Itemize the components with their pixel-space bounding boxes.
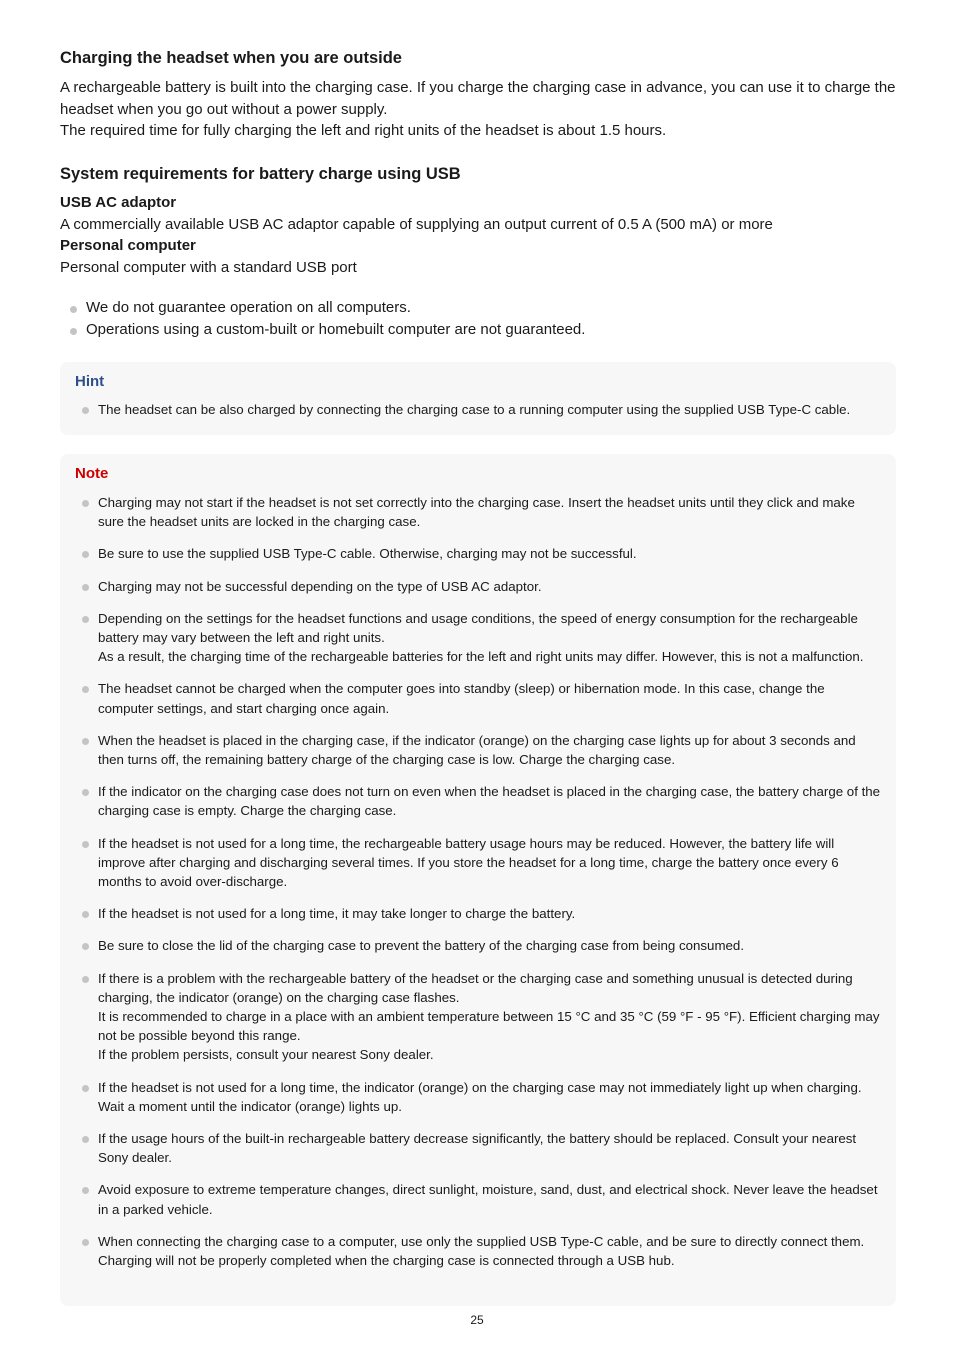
list-item	[82, 936, 882, 955]
note-paragraph: Depending on the settings for the headset functions and usage conditions, the speed of energy consumption for the rechargeable battery may vary between the left and right units.	[98, 610, 858, 646]
note-paragraph: If the headset is not used for a long time, the indicator (orange) on the charging case may not immediately light up when charging. Wait a moment until the indicator (orange) lights up.	[98, 1079, 862, 1114]
list-item	[82, 1180, 882, 1218]
list-item	[82, 969, 882, 1065]
note-paragraph: As a result, the charging time of the rechargeable batteries for the left and right units may differ. However, this is not a malfunction.	[98, 649, 864, 665]
note-paragraph: If the headset is not used for a long time, it may take longer to charge the battery.	[98, 906, 576, 922]
note-paragraph: If there is a problem with the rechargeable battery of the headset or the charging case and something unusual is detected during charging, the indicator (orange) on the charging case flashes.	[98, 970, 853, 1005]
note-paragraph: Avoid exposure to extreme temperature changes, direct sunlight, moisture, sand, dust, and electrical shock. Never leave the headset in a parked vehicle.	[98, 1182, 878, 1217]
list-item	[82, 834, 882, 892]
list-item	[82, 679, 882, 717]
outside-paragraph	[60, 77, 896, 142]
note-paragraph: It is recommended to charge in a place with an ambient temperature between 15 °C and 35 °C (59 °F - 95 °F). Efficient charging may not be possible beyond this range.	[98, 1009, 880, 1044]
usb-ac-adaptor-label: USB AC adaptor	[60, 194, 177, 211]
usb-ac-adaptor-text: A commercially available USB AC adaptor capable of supplying an output current of 0.5 A (500 mA) or more	[60, 215, 773, 233]
page-number: 25	[470, 1313, 484, 1327]
note-paragraph: If the indicator on the charging case does not turn on even when the headset is placed in the charging case, the battery charge of the charging case is empty. Charge the charging case.	[98, 784, 881, 819]
system-requirements-block	[60, 192, 896, 278]
list-item	[82, 1232, 882, 1270]
note-title: Note	[75, 465, 109, 482]
list-item	[82, 544, 882, 563]
personal-computer-text: Personal computer with a standard USB port	[60, 258, 357, 276]
note-box	[60, 454, 896, 1306]
heading-system-requirements: System requirements for battery charge using USB	[60, 165, 461, 183]
list-item	[82, 1078, 882, 1116]
list-item	[82, 609, 882, 667]
system-bullets	[70, 297, 896, 341]
note-paragraph: If the usage hours of the built-in rechargeable battery decrease significantly, the battery should be replaced. Consult your nearest Sony dealer.	[98, 1131, 857, 1166]
note-paragraph: Charging may not be successful depending on the type of USB AC adaptor.	[98, 578, 542, 594]
list-item	[82, 731, 882, 769]
note-paragraph: Be sure to use the supplied USB Type-C cable. Otherwise, charging may not be successful.	[98, 546, 637, 562]
outside-para-2: The required time for fully charging the left and right units of the headset is about 1.5 hours.	[60, 122, 667, 139]
note-paragraph: If the problem persists, consult your nearest Sony dealer.	[98, 1047, 434, 1063]
personal-computer-label: Personal computer	[60, 237, 196, 254]
note-paragraph: If the headset is not used for a long time, the rechargeable battery usage hours may be reduced. However, the battery life will improve after charging and discharging several times. If you store the headset for a long time, charge the battery once every 6 months to avoid over-discharge.	[98, 835, 839, 890]
note-paragraph: The headset cannot be charged when the computer goes into standby (sleep) or hibernation mode. In this case, change the computer settings, and start charging once again.	[98, 681, 825, 716]
hint-box	[60, 362, 896, 435]
list-item	[82, 1129, 882, 1167]
note-list	[82, 493, 882, 1283]
note-paragraph: When the headset is placed in the charging case, if the indicator (orange) on the charging case lights up for about 3 seconds and then turns off, the remaining battery charge of the charging case is low. Charge the charging case.	[98, 732, 856, 768]
list-item	[82, 577, 882, 596]
hint-title: Hint	[75, 373, 105, 390]
list-item: The headset can be also charged by connecting the charging case to a running computer using the supplied USB Type-C cable.	[82, 400, 882, 419]
outside-para-1: A rechargeable battery is built into the charging case. If you charge the charging case in advance, you can use it to charge the headset when you go out without a power supply.	[60, 79, 896, 118]
list-item: We do not guarantee operation on all computers.	[70, 297, 896, 319]
list-item: Operations using a custom-built or homebuilt computer are not guaranteed.	[70, 319, 896, 341]
note-paragraph: Charging may not start if the headset is not set correctly into the charging case. Insert the headset units until they click and make sure the headset units are locked in the charging case.	[98, 495, 855, 530]
list-item	[82, 493, 882, 531]
list-item	[82, 782, 882, 820]
list-item	[82, 904, 882, 923]
hint-list	[82, 400, 882, 419]
heading-charging-outside: Charging the headset when you are outside	[60, 49, 402, 67]
note-paragraph: When connecting the charging case to a computer, use only the supplied USB Type-C cable, and be sure to directly connect them. Charging will not be properly completed when the charging case is connected through a USB hub.	[98, 1233, 865, 1269]
note-paragraph: Be sure to close the lid of the charging case to prevent the battery of the charging case from being consumed.	[98, 938, 745, 954]
